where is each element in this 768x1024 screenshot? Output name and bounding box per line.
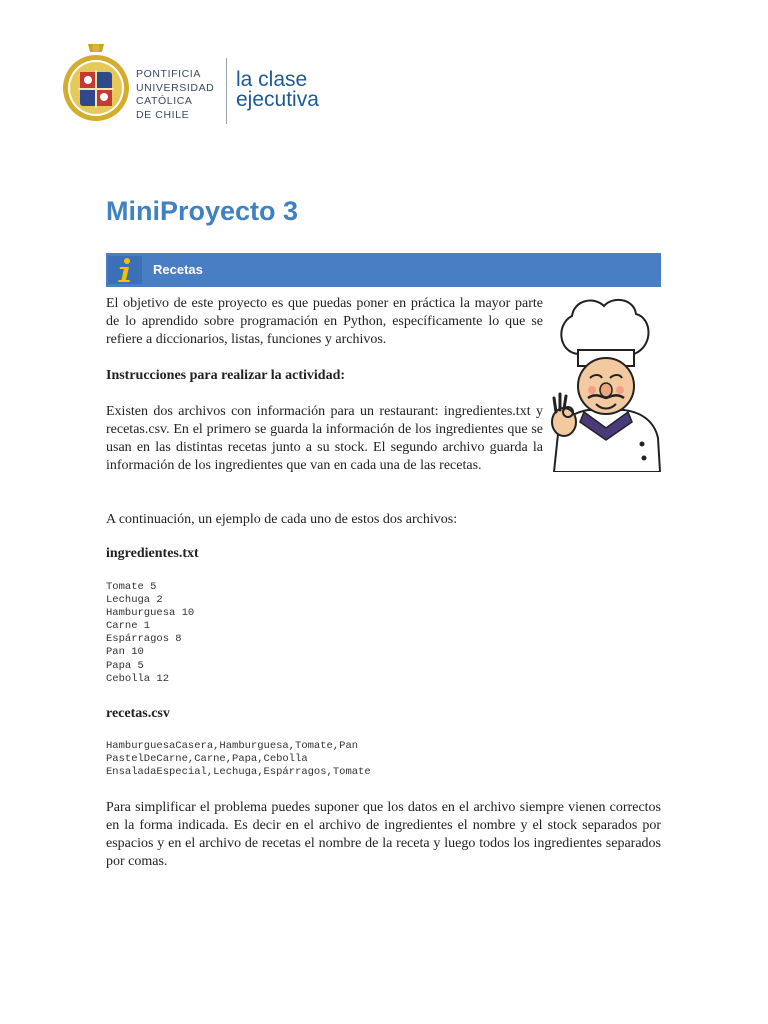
university-name [136, 68, 226, 122]
info-icon [108, 256, 142, 284]
code-line: Espárragos 8 [106, 633, 182, 646]
logo-divider [226, 58, 227, 124]
recipes-file-content [106, 740, 371, 779]
closing-paragraph: Para simplificar el problema puedes suponer que los datos en el archivo siempre vienen correctos en la forma indicada. Es decir en el archivo de ingredientes el nombre y el stock separados por espacios y en el archivo de recetas el nombre de la receta y luego todos los ingredientes separados por comas. [106, 800, 661, 869]
university-seal-logo [62, 42, 130, 126]
university-name-line: DE CHILE [136, 108, 190, 121]
code-line: PastelDeCarne,Carne,Papa,Cebolla [106, 753, 308, 766]
code-line: Cebolla 12 [106, 672, 170, 685]
code-line: Tomate 5 [106, 581, 157, 593]
code-line: Carne 1 [106, 620, 151, 633]
code-line: Pan 10 [106, 646, 144, 659]
chef-illustration [548, 294, 662, 472]
ingredients-file-content [106, 581, 194, 686]
intro-paragraph: El objetivo de este proyecto es que puedas poner en práctica la mayor parte de lo aprendido sobre programación en Python, específicamente lo que se refiere a diccionarios, listas, funciones y archivos. [106, 296, 543, 347]
brand-line: ejecutiva [236, 88, 319, 111]
code-line: EnsaladaEspecial,Lechuga,Espárragos,Tomate [106, 766, 371, 779]
code-line: Papa 5 [106, 659, 144, 672]
university-name-line: CATÓLICA [136, 95, 193, 107]
page-title: MiniProyecto 3 [106, 196, 299, 226]
banner-label: Recetas [153, 262, 203, 277]
brand-line: la clase [236, 68, 308, 91]
code-line: Lechuga 2 [106, 594, 163, 607]
ingredients-file-heading: ingredientes.txt [106, 546, 199, 561]
section-banner [106, 253, 661, 287]
code-line: Hamburguesa 10 [106, 607, 195, 620]
files-paragraph: Existen dos archivos con información para un restaurant: ingredientes.txt y recetas.csv. En el primero se guarda la información de los ingredientes que se usan en las distintas recetas junto a su stock. El segundo archivo guarda la información de los ingredientes que van en cada una de las recetas. [106, 404, 543, 473]
example-intro: A continuación, un ejemplo de cada uno de estos dos archivos: [106, 512, 458, 527]
code-line: HamburguesaCasera,Hamburguesa,Tomate,Pan [106, 740, 359, 752]
recipes-file-heading: recetas.csv [106, 706, 170, 721]
instructions-heading: Instrucciones para realizar la actividad: [106, 368, 346, 383]
brand-logo-text [236, 70, 346, 110]
university-name-line: UNIVERSIDAD [136, 81, 215, 94]
university-name-line: PONTIFICIA [136, 68, 201, 80]
